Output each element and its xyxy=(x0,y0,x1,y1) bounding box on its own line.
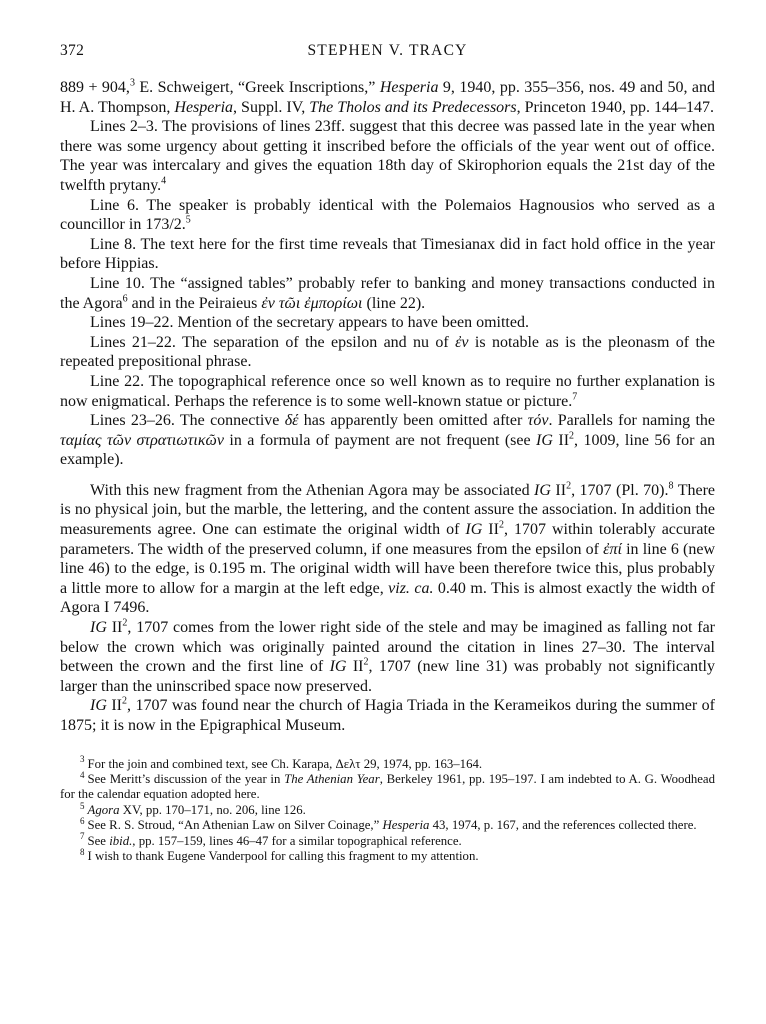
footnote-ref: 2 xyxy=(363,656,369,668)
footnotes xyxy=(60,754,715,865)
text-run: has apparently been omitted after xyxy=(298,412,528,430)
text-run: , Berkeley 1961, pp. 195–197. I am indebted to A. G. Woodhead for the calendar equation adopted here. xyxy=(60,772,715,802)
italic-text: ἐν xyxy=(455,333,469,351)
footnote-number: 6 xyxy=(80,815,85,826)
text-run: There is no physical join, but the marble, the lettering, and the content assure the association. In addition the measurements agree. One can estimate the original width of xyxy=(60,481,716,539)
text-run: , 1009, line 56 for an example). xyxy=(60,431,716,469)
page xyxy=(60,36,715,864)
text-run: and in the Peiraieus xyxy=(127,294,262,312)
text-run: Line 8. The text here for the first time reveals that Timesianax did in fact hold office in the year before Hippias. xyxy=(60,235,715,273)
italic-text: The Athenian Year xyxy=(284,772,380,786)
body-paragraph-stele xyxy=(60,618,715,696)
footnote-3 xyxy=(60,754,715,772)
text-run: in a formula of payment are not frequent (see xyxy=(223,431,537,449)
body-text xyxy=(60,78,715,736)
text-run: , 1707 (new line 31) was probably not significantly larger than the uninscribed space now preserved. xyxy=(60,658,715,695)
text-run: 889 + 904, xyxy=(60,79,130,96)
footnote-ref: 4 xyxy=(161,175,167,187)
text-run: (line 22). xyxy=(362,294,426,312)
italic-text: Hesperia xyxy=(382,818,430,833)
footnote-number: 4 xyxy=(80,769,85,780)
text-run: Line 10. The “assigned tables” probably refer to banking and money transactions conducted in the Agora xyxy=(60,274,715,312)
footnote-ref: 2 xyxy=(566,480,572,492)
text-run: , Suppl. IV, xyxy=(233,98,310,116)
running-header xyxy=(60,36,715,62)
text-run: With this new fragment from the Athenian Agora may be associated xyxy=(90,481,535,499)
footnote-8 xyxy=(60,846,715,864)
text-run: I wish to thank Eugene Vanderpool for calling this fragment to my attention. xyxy=(87,849,479,864)
page-number: 372 xyxy=(60,42,85,59)
text-run: , 1707 comes from the lower right side of the stele and may be imagined as falling not far below the crown which was originally painted around the citation in lines 27–30. The interval between the crown and the first line of xyxy=(60,619,715,676)
prose-section xyxy=(60,481,715,736)
text-run: II xyxy=(106,619,123,637)
text-run: Lines 19–22. Mention of the secretary appears to have been omitted. xyxy=(90,314,529,332)
footnote-ref: 7 xyxy=(572,391,578,403)
footnote-ref: 2 xyxy=(569,430,575,442)
commentary-paragraph-line-6 xyxy=(60,196,715,235)
text-run: , 1707 (Pl. 70). xyxy=(571,481,669,499)
footnote-ref: 5 xyxy=(185,214,191,226)
text-run: See Meritt’s discussion of the year in xyxy=(87,772,285,786)
italic-text: IG xyxy=(465,521,483,539)
text-run: II xyxy=(482,521,499,539)
footnote-number: 5 xyxy=(80,800,85,811)
footnote-7 xyxy=(60,831,715,849)
text-run: Lines 23–26. The connective xyxy=(90,412,285,430)
italic-text: IG xyxy=(534,481,551,499)
footnote-6 xyxy=(60,815,715,833)
text-run: 43, 1974, p. 167, and the references collected there. xyxy=(429,818,697,833)
footnote-number: 3 xyxy=(80,754,85,765)
italic-text: ταμίας τῶν στρατιωτικῶν xyxy=(60,431,224,449)
footnote-ref: 2 xyxy=(122,617,128,629)
footnote-4 xyxy=(60,769,715,803)
italic-text: δέ xyxy=(284,412,299,430)
italic-text: τόν xyxy=(527,412,549,430)
text-run: , pp. 157–159, lines 46–47 for a similar topographical reference. xyxy=(132,833,462,848)
footnote-ref: 8 xyxy=(668,480,674,492)
italic-text: ibid. xyxy=(109,833,133,848)
italic-text: IG xyxy=(536,431,553,449)
italic-text: viz. ca. xyxy=(388,579,434,597)
commentary-paragraph-lines-19-22 xyxy=(60,313,715,333)
italic-text: Agora xyxy=(87,802,120,817)
footnote-ref: 6 xyxy=(122,293,128,305)
text-run: II xyxy=(550,481,567,499)
text-run: Lines 21–22. The separation of the epsilon and nu of xyxy=(90,333,456,351)
body-paragraph-findspot xyxy=(60,696,715,735)
commentary-paragraph-lines-23-26 xyxy=(60,411,715,470)
commentary-paragraph-lines-2-3 xyxy=(60,117,715,195)
text-run: Line 22. The topographical reference once so well known as to require no further explanation is now enigmatical. Perhaps the reference is to some well-known statue or picture. xyxy=(60,372,715,410)
text-run: , 1707 was found near the church of Hagia Triada in the Kerameikos during the summer of 1875; it is now in the Epigraphical Museum. xyxy=(60,697,715,734)
text-run: Line 6. The speaker is probably identical with the Polemaios Hagnousios who served as a councillor in 173/2. xyxy=(60,196,715,234)
commentary-paragraph-line-22 xyxy=(60,372,715,411)
text-run: E. Schweigert, “Greek Inscriptions,” xyxy=(134,79,380,96)
body-paragraph-association xyxy=(60,481,715,618)
text-run: See xyxy=(87,833,110,848)
text-run: , Princeton 1940, pp. 144–147. xyxy=(516,98,714,116)
commentary-paragraph-lines-21-22 xyxy=(60,333,715,372)
italic-text: Hesperia xyxy=(174,98,234,116)
text-run: II xyxy=(346,658,364,676)
italic-text: Hesperia xyxy=(379,79,439,96)
running-head-author: STEPHEN V. TRACY xyxy=(307,42,468,59)
italic-text: IG xyxy=(329,658,347,676)
text-run: 9, 1940, pp. 355–356, nos. 49 and 50, and H. A. Thompson, xyxy=(60,79,715,116)
text-run: . Parallels for naming the xyxy=(548,412,715,430)
commentary-paragraph-line-10 xyxy=(60,274,715,313)
footnote-ref: 3 xyxy=(129,77,135,89)
italic-text: ἐπί xyxy=(603,540,622,558)
text-run: in line 6 (new line 46) to the edge, is 0.195 m. The original width will have been therefore twice this, plus probably a little more to allow for a margin at the left edge, xyxy=(60,540,715,597)
text-run: XV, pp. 170–171, no. 206, line 126. xyxy=(119,802,306,817)
footnote-number: 7 xyxy=(80,831,85,842)
text-run: , 1707 within tolerably accurate parameters. The width of the preserved column, if one measures from the epsilon of xyxy=(60,521,715,558)
text-run: is notable as is the pleonasm of the repeated prepositional phrase. xyxy=(60,333,716,371)
commentary-paragraph-ref-cont xyxy=(60,78,715,117)
footnote-number: 8 xyxy=(80,846,85,857)
italic-text: IG xyxy=(90,619,107,637)
text-run: 0.40 m. This is almost exactly the width of Agora I 7496. xyxy=(60,579,715,617)
text-run: Lines 2–3. The provisions of lines 23ff. suggest that this decree was passed late in the year when there was some urgency about getting it inscribed before the officials of the year went out of office. The year was intercalary and gives the equation 18th day of Skirophorion equals the 21st day of the twelfth prytany. xyxy=(60,118,715,194)
commentary-section xyxy=(60,78,715,470)
italic-text: The Tholos and its Predecessors xyxy=(309,98,517,116)
text-run: II xyxy=(552,431,570,449)
commentary-paragraph-line-8 xyxy=(60,235,715,274)
footnote-ref: 2 xyxy=(498,519,504,531)
italic-text: IG xyxy=(90,697,107,715)
text-run: II xyxy=(106,697,122,715)
text-run: For the join and combined text, see Ch. Karapa, Δελτ 29, 1974, pp. 163–164. xyxy=(87,756,483,771)
italic-text: ἐν τῶι ἐμπορίωι xyxy=(261,294,363,312)
footnote-5 xyxy=(60,800,715,818)
text-run: See R. S. Stroud, “An Athenian Law on Silver Coinage,” xyxy=(87,818,383,833)
footnote-ref: 2 xyxy=(122,696,127,708)
